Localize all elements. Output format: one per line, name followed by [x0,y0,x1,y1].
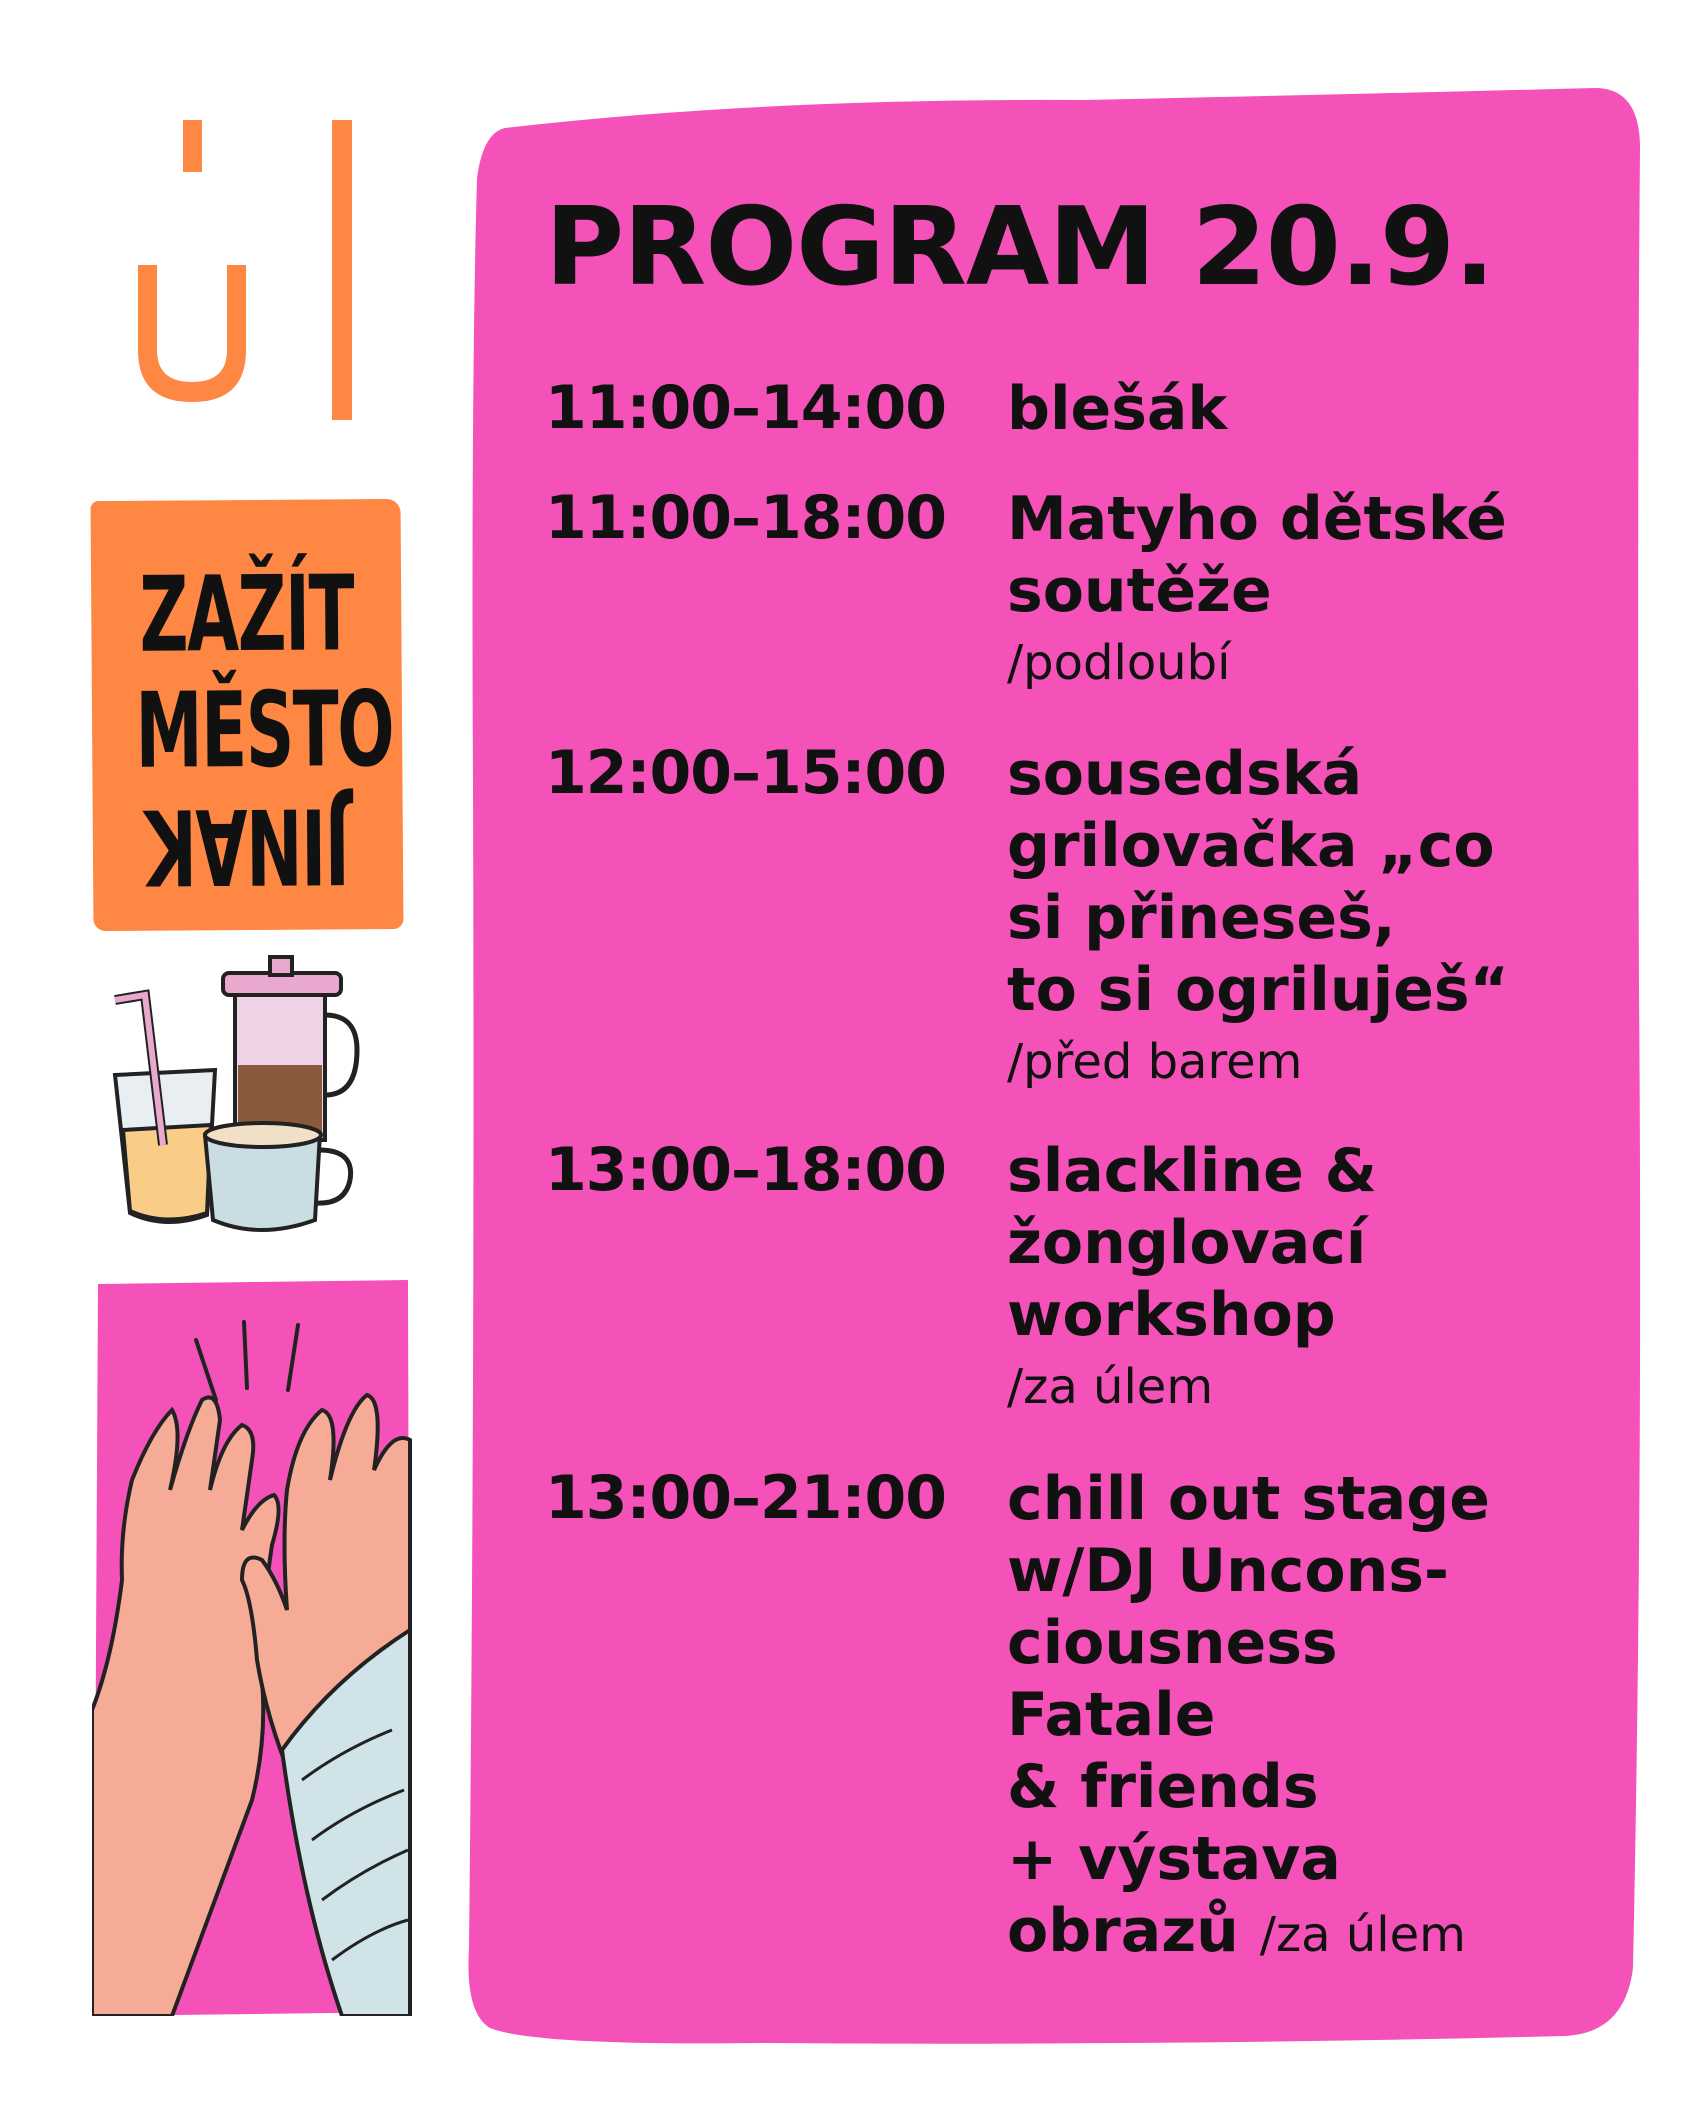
activity-line: slackline & [1007,1136,1377,1206]
program-item-activity [1007,483,1627,699]
activity-line-text: obrazů [1007,1896,1239,1966]
program-item-location: /za úlem [1259,1907,1466,1963]
activity-line: ciousness [1007,1608,1338,1678]
activity-line: sousedská [1007,739,1363,809]
program-item-time: 11:00–18:00 [545,483,946,553]
drinks-illustration [95,955,375,1255]
activity-line: grilovačka „co [1007,811,1495,881]
program-item-location: /podloubí [1007,635,1231,691]
program-item-activity [1007,1463,1627,1971]
activity-line: blešák [1007,374,1228,444]
program-item-time: 11:00–14:00 [545,373,946,443]
badge-line-1: ZAŽÍT [139,552,354,676]
french-press-icon [223,957,357,1140]
program-item-time: 13:00–18:00 [545,1135,946,1205]
program-item-activity [1007,738,1627,1098]
program-item-time: 12:00–15:00 [545,738,946,808]
activity-line [1007,1895,1627,1971]
ul-logo-mark [120,120,380,430]
activity-line: žonglovací [1007,1208,1367,1278]
activity-line: chill out stage [1007,1464,1490,1534]
badge-line-2: MĚSTO [135,667,394,792]
activity-line: soutěže [1007,556,1272,626]
activity-line: si přineseš, [1007,883,1396,953]
activity-line: w/DJ Uncons- [1007,1536,1449,1606]
cup-icon [205,1123,351,1230]
activity-line: workshop [1007,1280,1336,1350]
program-item-location: /za úlem [1007,1359,1214,1415]
program-item-activity [1007,373,1627,445]
activity-line: Fatale [1007,1680,1216,1750]
activity-line: + výstava [1007,1824,1341,1894]
program-item-location: /před barem [1007,1034,1303,1090]
glass-icon [115,995,215,1222]
program-item-time: 13:00–21:00 [545,1463,946,1533]
ul-logo [120,120,380,430]
badge-line-3: JINAK [145,784,351,908]
high-five-illustration [92,1280,412,2016]
activity-line: to si ogriluješ“ [1007,955,1509,1025]
program-title: PROGRAM 20.9. [545,185,1495,310]
zazit-mesto-jinak-badge [91,499,404,931]
activity-line: Matyho dětské [1007,484,1507,554]
activity-line: & friends [1007,1752,1319,1822]
program-item-activity [1007,1135,1627,1423]
